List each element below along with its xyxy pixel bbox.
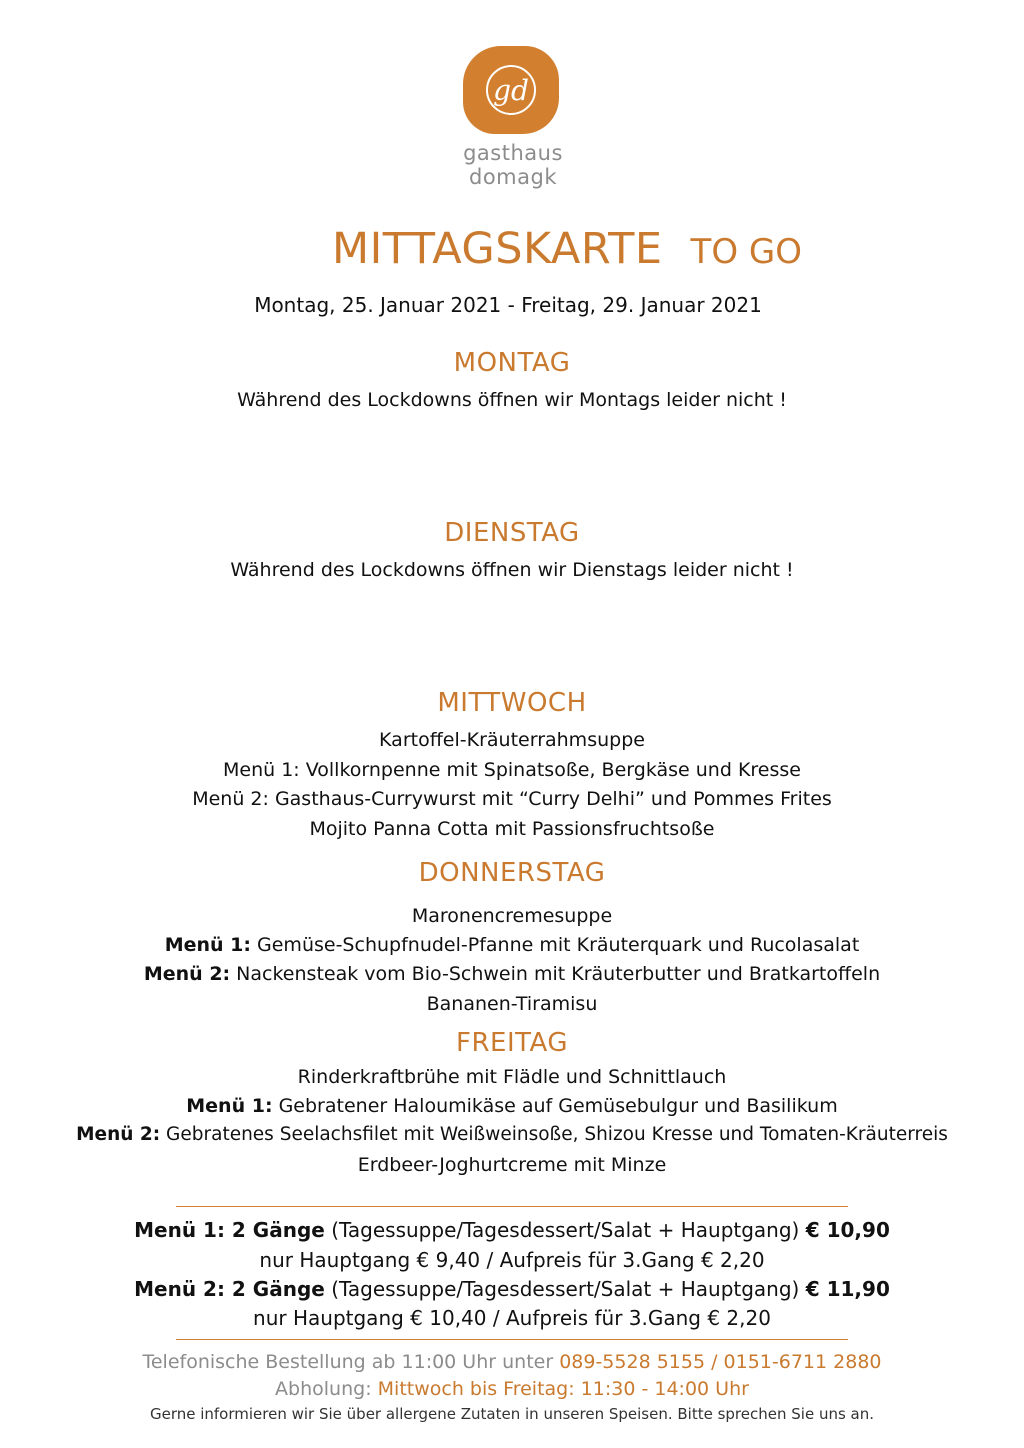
price-label: Menü 1: 2 Gänge [134, 1218, 325, 1242]
price-label: Menü 2: 2 Gänge [134, 1277, 325, 1301]
freitag-menu1 [0, 1095, 1024, 1117]
order-info [0, 1351, 1024, 1373]
freitag-dessert: Erdbeer-Joghurtcreme mit Minze [357, 1154, 667, 1176]
donnerstag-menu1 [0, 934, 1024, 956]
logo-name-line2: domagk [469, 165, 557, 189]
day-heading-freitag: FREITAG [456, 1028, 568, 1058]
mittwoch-dessert: Mojito Panna Cotta mit Passionsfruchtsoße [309, 818, 715, 840]
day-heading-mittwoch: MITTWOCH [437, 688, 587, 718]
menu-text: Gemüse-Schupfnudel-Pfanne mit Kräuterquark und Rucolasalat [250, 934, 860, 956]
day-heading-dienstag: DIENSTAG [444, 518, 580, 548]
day-heading-montag: MONTAG [453, 348, 571, 378]
pickup-time: Mittwoch bis Freitag: 11:30 - 14:00 Uhr [377, 1378, 749, 1400]
price-menu1 [0, 1218, 1024, 1242]
logo-monogram-text: gd [493, 74, 529, 107]
price-value: € 10,90 [805, 1218, 890, 1242]
order-text: Telefonische Bestellung ab 11:00 Uhr unter [142, 1351, 560, 1373]
price-value: € 11,90 [805, 1277, 890, 1301]
mittwoch-menu1: Menü 1: Vollkornpenne mit Spinatsoße, Bergkäse und Kresse [223, 759, 801, 781]
divider-top [176, 1206, 848, 1207]
price-menu2-main: nur Hauptgang € 10,40 / Aufpreis für 3.Gang € 2,20 [253, 1306, 771, 1330]
price-desc: (Tagessuppe/Tagesdessert/Salat + Hauptgang) [324, 1218, 806, 1242]
dienstag-note: Während des Lockdowns öffnen wir Dienstags leider nicht ! [230, 559, 794, 581]
menu-text: Gebratener Haloumikäse auf Gemüsebulgur und Basilikum [272, 1095, 838, 1117]
phone-landline[interactable]: 089-5528 5155 [559, 1351, 706, 1373]
divider-bottom [176, 1339, 848, 1340]
price-menu1-main: nur Hauptgang € 9,40 / Aufpreis für 3.Gang € 2,20 [259, 1248, 765, 1272]
menu-label: Menü 1: [186, 1095, 273, 1117]
price-menu2 [0, 1277, 1024, 1301]
logo-badge [463, 46, 559, 134]
phone-separator: / [705, 1351, 724, 1373]
mittwoch-menu2: Menü 2: Gasthaus-Currywurst mit “Curry Delhi” und Pommes Frites [192, 788, 832, 810]
allergen-note: Gerne informieren wir Sie über allergene Zutaten in unseren Speisen. Bitte sprechen Sie uns an. [149, 1405, 875, 1423]
donnerstag-menu2 [0, 963, 1024, 985]
freitag-menu2 [0, 1124, 1024, 1145]
page-title [55, 224, 1024, 274]
menu-label: Menü 1: [164, 934, 251, 956]
logo-monogram-icon [463, 46, 559, 134]
menu-text: Nackensteak vom Bio-Schwein mit Kräuterbutter und Bratkartoffeln [230, 963, 881, 985]
pickup-info [0, 1378, 1024, 1400]
freitag-soup: Rinderkraftbrühe mit Flädle und Schnittlauch [297, 1066, 727, 1088]
phone-mobile[interactable]: 0151-6711 2880 [723, 1351, 882, 1373]
mittwoch-soup: Kartoffel-Kräuterrahmsuppe [379, 729, 645, 751]
logo-name-line1: gasthaus [463, 141, 563, 165]
day-heading-donnerstag: DONNERSTAG [418, 858, 606, 888]
price-desc: (Tagessuppe/Tagesdessert/Salat + Hauptgang) [324, 1277, 806, 1301]
menu-label: Menü 2: [143, 963, 231, 985]
pickup-label: Abholung: [275, 1378, 378, 1400]
title-main: MITTAGSKARTE [332, 224, 663, 274]
title-togo: TO GO [690, 232, 802, 272]
menu-text: Gebratenes Seelachsfilet mit Weißweinsoße, Shizou Kresse und Tomaten-Kräuterreis [160, 1124, 948, 1145]
menu-label: Menü 2: [76, 1124, 161, 1145]
date-range: Montag, 25. Januar 2021 - Freitag, 29. Januar 2021 [254, 293, 762, 317]
donnerstag-soup: Maronencremesuppe [411, 905, 613, 927]
donnerstag-dessert: Bananen-Tiramisu [426, 993, 598, 1015]
montag-note: Während des Lockdowns öffnen wir Montags leider nicht ! [237, 389, 787, 411]
